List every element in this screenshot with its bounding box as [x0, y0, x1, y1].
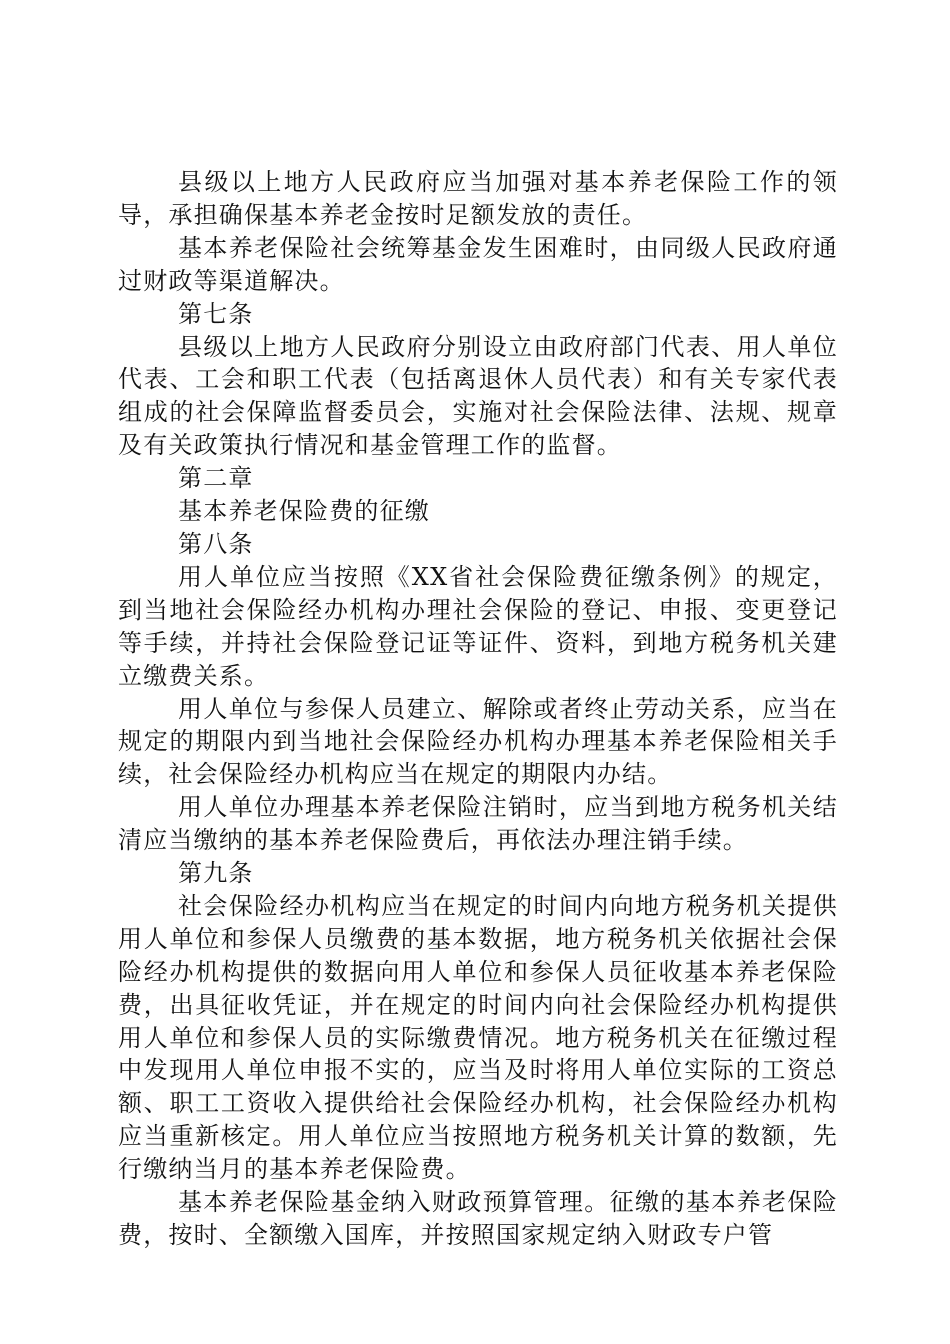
paragraph-labor-relations: 用人单位与参保人员建立、解除或者终止劳动关系，应当在规定的期限内到当地社会保险经办机构办理基本养老保险相关手续，社会保险经办机构应当在规定的期限内办结。 [118, 694, 838, 789]
paragraph-fund-difficulty: 基本养老保险社会统筹基金发生困难时，由同级人民政府通过财政等渠道解决。 [118, 233, 838, 295]
article-heading-7: 第七条 [178, 299, 254, 328]
paragraph-cancellation: 用人单位办理基本养老保险注销时，应当到地方税务机关结清应当缴纳的基本养老保险费后，再依法办理注销手续。 [118, 793, 838, 855]
document-body [118, 166, 838, 1252]
chapter-title: 基本养老保险费的征缴 [178, 497, 430, 526]
paragraph-leadership-duty: 县级以上地方人民政府应当加强对基本养老保险工作的领导，承担确保基本养老金按时足额发放的责任。 [118, 168, 838, 229]
paragraph-registration: 用人单位应当按照《XX省社会保险费征缴条例》的规定，到当地社会保险经办机构办理社会保险的登记、申报、变更登记等手续，并持社会保险登记证等证件、资料，到地方税务机关建立缴费关系。 [118, 562, 838, 690]
article-heading-8: 第八条 [178, 529, 254, 558]
article-heading-9: 第九条 [178, 859, 254, 888]
chapter-heading-2: 第二章 [178, 464, 254, 493]
paragraph-data-collection: 社会保险经办机构应当在规定的时间内向地方税务机关提供用人单位和参保人员缴费的基本数据，地方税务机关依据社会保险经办机构提供的数据向用人单位和参保人员征收基本养老保险费，出具征收凭证，并在规定的时间内向社会保险经办机构提供用人单位和参保人员的实际缴费情况。地方税务机关在征缴过程中发现用人单位申报不实的，应当及时将用人单位实际的工资总额、职工工资收入提供给社会保险经办机构，社会保险经办机构应当重新核定。用人单位应当按照地方税务机关计算的数额，先行缴纳当月的基本养老保险费。 [118, 891, 838, 1184]
paragraph-supervision-committee: 县级以上地方人民政府分别设立由政府部门代表、用人单位代表、工会和职工代表（包括离退休人员代表）和有关专家代表组成的社会保障监督委员会，实施对社会保险法律、法规、规章及有关政策执行情况和基金管理工作的监督。 [118, 332, 838, 460]
paragraph-budget-management: 基本养老保险基金纳入财政预算管理。征缴的基本养老保险费，按时、全额缴入国库，并按照国家规定纳入财政专户管 [118, 1188, 838, 1249]
